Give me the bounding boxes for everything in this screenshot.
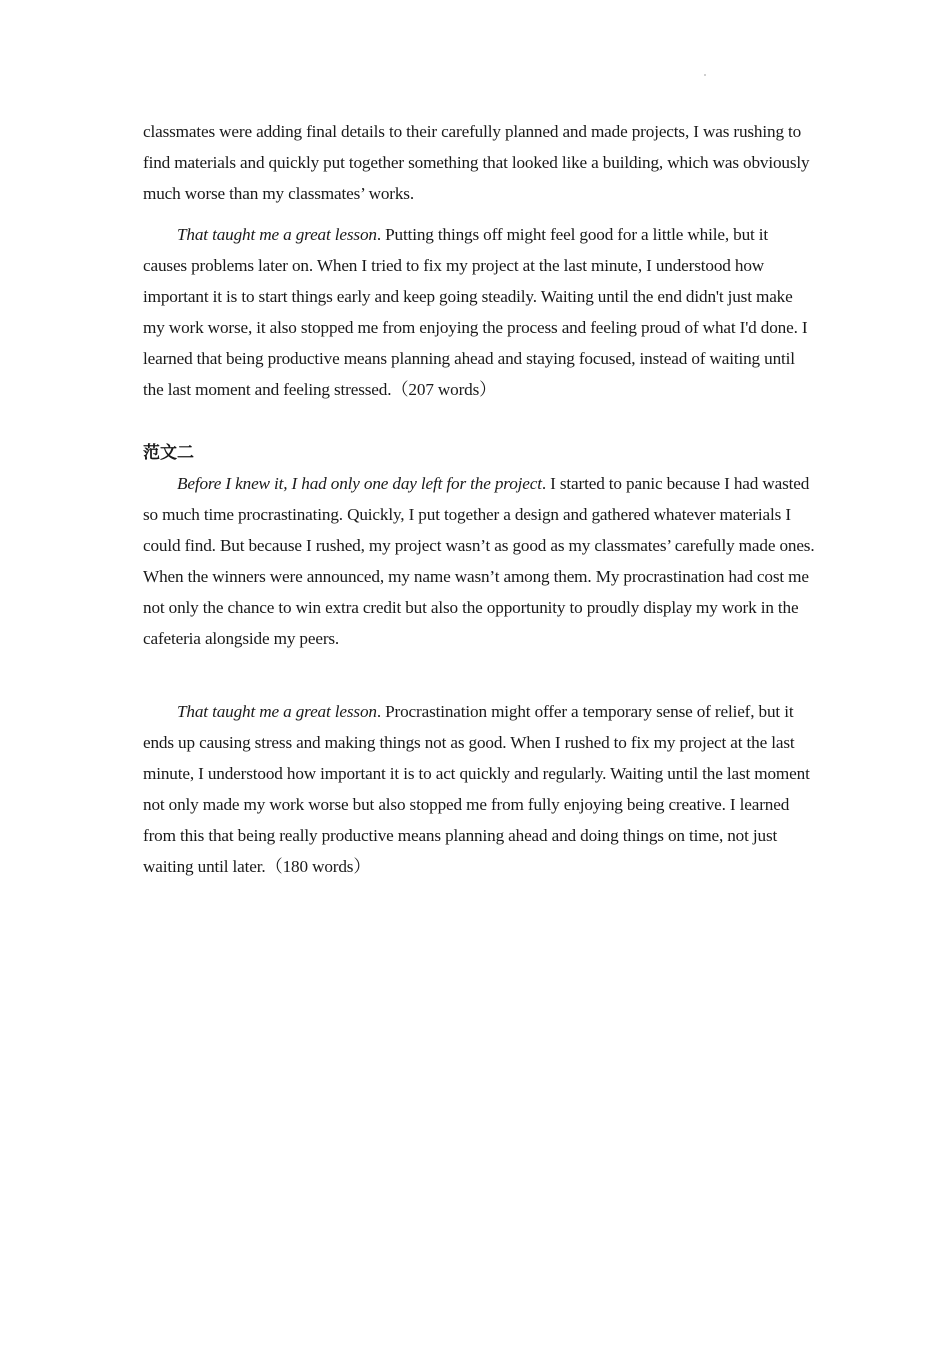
essay2-paragraph-2 bbox=[143, 696, 815, 883]
essay2-paragraph-1 bbox=[143, 468, 815, 655]
essay1-lesson-topic-sentence: That taught me a great lesson bbox=[177, 225, 377, 244]
essay1-lesson-body: . Putting things off might feel good for a little while, but it causes problems later on. When I tried to fix my project at the last minute, I understood how important it is to start things early and keep going steadily. Waiting until the end didn't just make my work worse, it also stopped me from enjoying the process and feeling proud of what I'd done. I learned that being productive means planning ahead and staying focused, instead of waiting until the last moment and feeling stressed. bbox=[143, 225, 808, 400]
essay2-heading: 范文二 bbox=[143, 443, 194, 463]
essay2-para1-body: . I started to panic because I had wasted so much time procrastinating. Quickly, I put together a design and gathered whatever materials I could find. But because I rushed, my project wasn’t as good as my classmates’ carefully made ones. When the winners were announced, my name wasn’t among them. My procrastination had cost me not only the chance to win extra credit but also the opportunity to proudly display my work in the cafeteria alongside my peers. bbox=[143, 474, 815, 649]
essay1-paragraph-continuation bbox=[143, 116, 815, 209]
essay2-para2-topic-sentence: That taught me a great lesson bbox=[177, 702, 377, 721]
essay1-paragraph-lesson bbox=[143, 219, 815, 406]
essay1-paragraph-continuation-text: classmates were adding final details to their carefully planned and made projects, I was rushing to find materials and quickly put together something that looked like a building, which was obviously much worse than my classmates’ works. bbox=[143, 122, 810, 204]
essay1-word-count: （207 words） bbox=[391, 380, 497, 400]
essay2-para2-body: . Procrastination might offer a temporary sense of relief, but it ends up causing stress and making things not as good. When I rushed to fix my project at the last minute, I understood how important it is to act quickly and regularly. Waiting until the last moment not only made my work worse but also stopped me from fully enjoying being creative. I learned from this that being really productive means planning ahead and doing things on time, not just waiting until later. bbox=[143, 702, 810, 877]
essay2-word-count: （180 words） bbox=[265, 857, 371, 877]
page-corner-mark bbox=[704, 74, 706, 76]
essay2-para1-topic-sentence: Before I knew it, I had only one day left for the project bbox=[177, 474, 542, 493]
